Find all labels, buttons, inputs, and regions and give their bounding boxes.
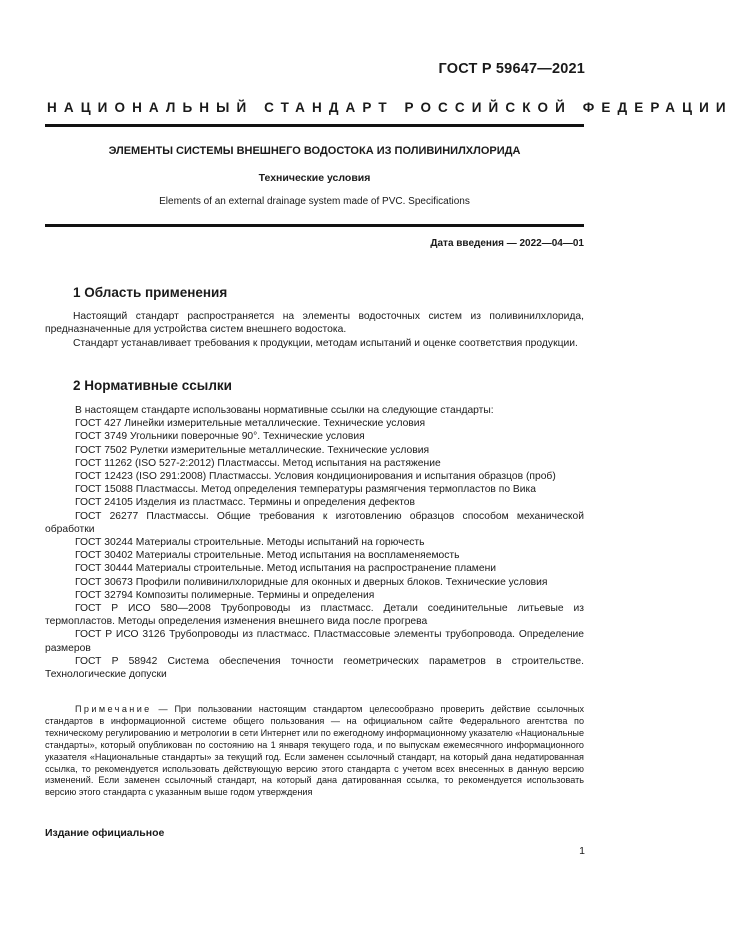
reference-item: ГОСТ 11262 (ISO 527-2:2012) Пластмассы. Метод испытания на растяжение [75,457,441,469]
references-intro: В настоящем стандарте использованы нормативные ссылки на следующие стандарты: [75,405,494,416]
note-label: Примечание [75,704,152,714]
reference-item: ГОСТ 7502 Рулетки измерительные металлические. Технические условия [75,444,430,456]
reference-item: ГОСТ 30244 Материалы строительные. Методы испытаний на горючесть [75,537,425,549]
gost-number: ГОСТ Р 59647—2021 [438,61,585,77]
reference-item: ГОСТ Р 58942 Система обеспечения точности геометрических параметров в строительстве. Технологические допуски [45,655,584,681]
date-introduced: Дата введения — 2022—04—01 [430,238,584,249]
reference-item: ГОСТ Р ИСО 3126 Трубопроводы из пластмасс. Пластмассовые элементы трубопровода. Определение размеров [45,629,584,654]
document-subtitle: Технические условия [258,172,371,184]
section-1-paragraph: Стандарт устанавливает требования к продукции, методам испытаний и оценке соответствия продукции. [73,338,578,349]
section-1-heading: 1 Область применения [73,285,228,300]
page-number: 1 [579,845,585,857]
section-1-paragraph: Настоящий стандарт распространяется на элементы водосточных систем из поливинилхлорида, предназначенные для устройства систем внешнего водостока. [45,311,584,336]
official-edition-label: Издание официальное [45,827,165,839]
reference-item: ГОСТ 15088 Пластмассы. Метод определения температуры размягчения термопластов по Вика [75,484,536,496]
reference-item: ГОСТ 30444 Материалы строительные. Метод испытания на распространение пламени [75,563,497,575]
reference-item: ГОСТ 32794 Композиты полимерные. Термины и определения [75,589,375,601]
reference-item: ГОСТ 24105 Изделия из пластмасс. Термины и определения дефектов [75,497,416,509]
reference-item: ГОСТ 30402 Материалы строительные. Метод испытания на воспламеняемость [75,550,460,562]
reference-item: ГОСТ 12423 (ISO 291:2008) Пластмассы. Условия кондиционирования и испытания образцов (проб) [75,471,556,483]
normative-references [45,404,584,681]
document-title: ЭЛЕМЕНТЫ СИСТЕМЫ ВНЕШНЕГО ВОДОСТОКА ИЗ ПОЛИВИНИЛХЛОРИДА [108,145,521,157]
bottom-rule [45,224,584,227]
top-rule [45,124,584,127]
document-title-english: Elements of an external drainage system made of PVC. Specifications [159,196,470,207]
national-standard-banner: НАЦИОНАЛЬНЫЙ СТАНДАРТ РОССИЙСКОЙ ФЕДЕРАЦИИ [47,100,733,115]
reference-item: ГОСТ 427 Линейки измерительные металлические. Технические условия [75,418,426,430]
note-text: — При пользовании настоящим стандартом целесообразно проверить действие ссылочных стандартов в информационной системе общего пользования — на официальном сайте Федерального агентства по техническому регулированию и метрологии в сети Интернет или по ежегодному информационному указателю «Национальные стандарты», который опубликован по состоянию на 1 января текущего года, и по выпускам ежемесячного информационного указателя «Национальные стандарты» за текущий год. Если заменен ссылочный стандарт, на который дана недатированная ссылка, то рекомендуется использовать действующую версию этого стандарта с учетом всех внесенных в данную версию изменений. Если заменен ссылочный стандарт, на который дана датированная ссылка, то рекомендуется использовать версию этого стандарта с указанным выше годом утверждения [45,704,585,798]
reference-item: ГОСТ 26277 Пластмассы. Общие требования к изготовлению образцов способом механической обработки [45,510,584,535]
references-note [45,704,584,799]
reference-item: ГОСТ 30673 Профили поливинилхлоридные для оконных и дверных блоков. Технические условия [75,576,548,588]
reference-item: ГОСТ 3749 Угольники поверочные 90°. Технические условия [75,431,365,443]
reference-item: ГОСТ Р ИСО 580—2008 Трубопроводы из пластмасс. Детали соединительные литьевые из термопластов. Методы определения изменения внешнего вида после прогрева [45,603,584,628]
section-2-heading: 2 Нормативные ссылки [73,378,232,393]
